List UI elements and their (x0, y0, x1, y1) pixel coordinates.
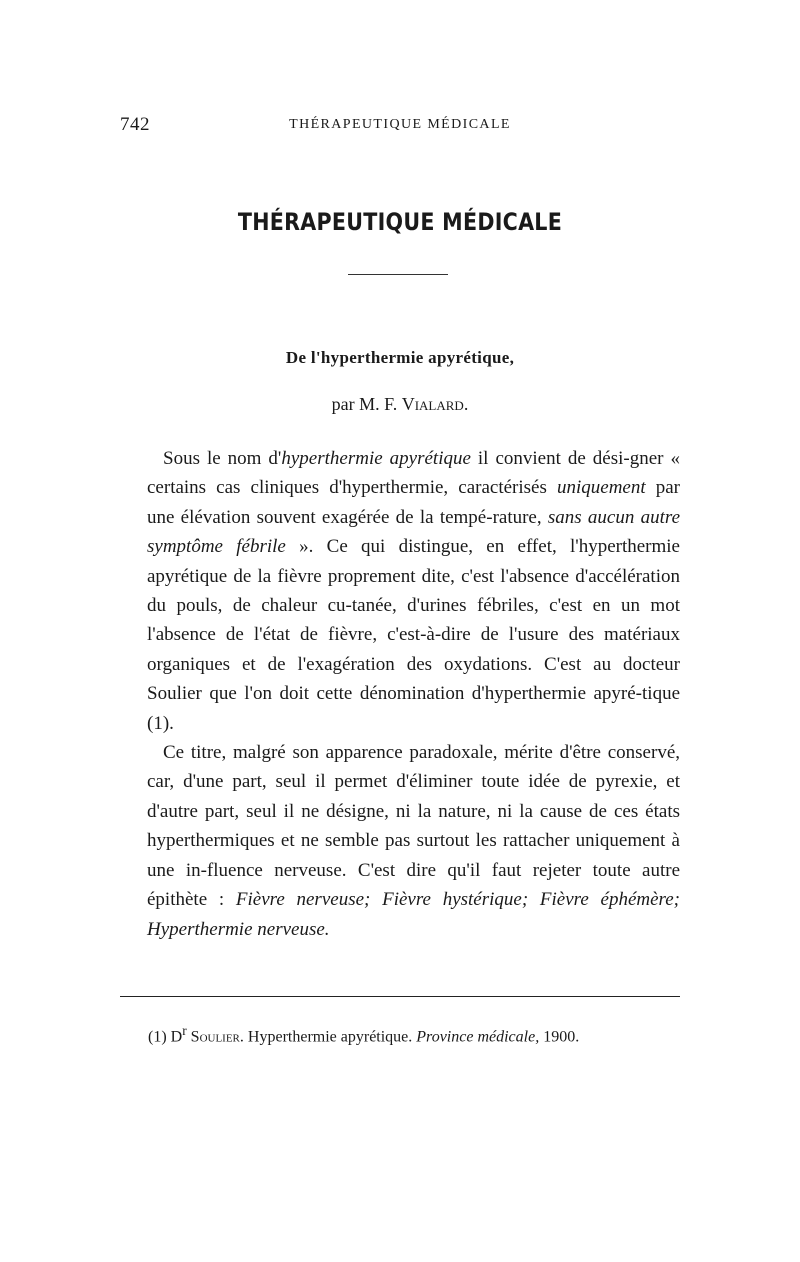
p1-text-3: par une élévation souvent exagérée de la tempé-rature, (147, 477, 680, 528)
running-title: THÉRAPEUTIQUE MÉDICALE (289, 117, 511, 132)
p2-text-1: Ce titre, malgré son apparence paradoxale, mérite d'être conservé, car, d'une part, seul il permet d'éliminer toute idée de pyrexie, et d'autre part, seul il ne désigne, ni la nature, ni la cause de ces états hyperthermiques et ne semble pas surtout les rattacher uniquement à une in-fluence nerveuse. C'est dire qu'il faut rejeter toute autre épithète : (147, 742, 680, 911)
footnote-rule (120, 996, 680, 997)
article-title: De l'hyperthermie apyrétique, (285, 348, 515, 367)
footnote-year: 1900. (539, 1028, 580, 1046)
paragraph-2 (147, 738, 680, 944)
footnote-sup: r (182, 1023, 187, 1038)
footnote (148, 1023, 688, 1046)
byline (0, 394, 800, 415)
p1-text-2: il convient de dési-gner « certains cas cliniques d'hyperthermie, caractérisés (147, 448, 680, 499)
p1-text-4: ». Ce qui distingue, en effet, l'hyperthermie apyrétique de la fièvre proprement dite, c'est l'absence d'accélération du pouls, de chaleur cu-tanée, d'urines fébriles, c'est en un mot l'absence de l'état de fièvre, c'est-à-dire de l'usure des matériaux organiques et de l'exagération des oxydations. C'est au docteur Soulier que l'on doit cette dénomination d'hyperthermie apyré-tique (1). (147, 536, 680, 734)
byline-author: Vialard. (401, 394, 469, 414)
article-body (147, 444, 680, 944)
p1-text-1: Sous le nom d' (163, 448, 282, 469)
title-divider (348, 274, 448, 275)
footnote-marker: (1) D (148, 1028, 183, 1046)
p1-italic-2: uniquement (556, 477, 646, 499)
p2-italic-1: Fièvre nerveuse; Fièvre hystérique; Fièvre éphémère; Hyperthermie nerveuse. (147, 889, 680, 940)
page-number: 742 (120, 114, 150, 135)
section-title: THÉRAPEUTIQUE MÉDICALE (237, 208, 563, 236)
p1-italic-3: sans aucun autre symptôme fébrile (147, 506, 680, 558)
footnote-author: Soulier. (190, 1028, 244, 1046)
footnote-journal: Province médicale, (416, 1028, 540, 1046)
running-head (120, 114, 680, 138)
p1-italic-1: hyperthermie apyrétique (281, 448, 471, 469)
paragraph-1 (147, 444, 680, 738)
byline-prefix: par M. F. (331, 394, 398, 414)
footnote-text: Hyperthermie apyrétique. (243, 1028, 417, 1046)
